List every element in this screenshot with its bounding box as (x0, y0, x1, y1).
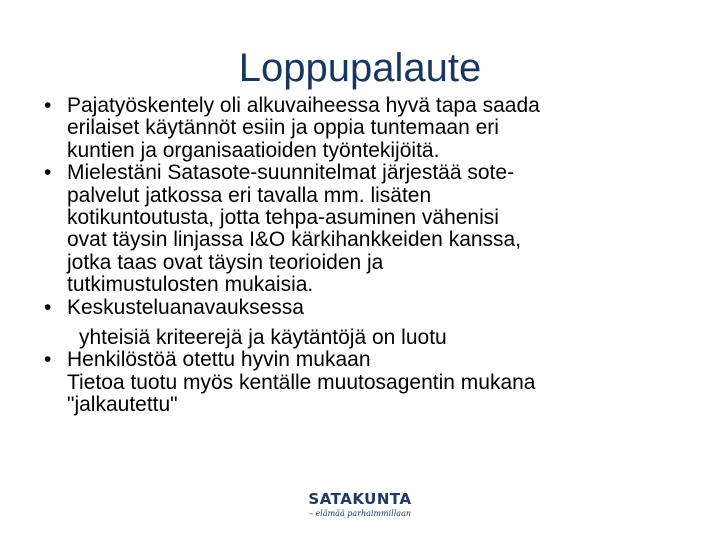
satakunta-logo (300, 490, 420, 524)
bullet-line: tutkimustulosten mukaisia. (67, 273, 314, 297)
bullet-list (40, 95, 700, 417)
bullet-line: kuntien ja organisaatioiden työntekijöitä. (67, 138, 440, 162)
bullet-dot: • (44, 161, 52, 185)
bullet-dot: • (44, 295, 52, 319)
bullet-dot: • (44, 348, 52, 372)
bullet-line: erilaiset käytännöt esiin ja oppia tuntemaan eri (67, 116, 499, 140)
bullet-line: Henkilöstöä otettu hyvin mukaan (67, 348, 371, 372)
logo-tagline: – elämää parhaimmillaan (308, 509, 411, 518)
bullet-line: ovat täysin linjassa I&O kärkihankkeiden kanssa, (67, 228, 522, 252)
bullet-line: jotka taas ovat täysin teorioiden ja (67, 250, 384, 274)
bullet-line: "jalkautettu" (67, 393, 178, 417)
bullet-item (40, 162, 700, 296)
bullet-dot: • (44, 94, 52, 117)
bullet-line: yhteisiä kriteerejä ja käytäntöjä on luotu (79, 326, 447, 350)
bullet-item (40, 297, 700, 350)
bullet-item (40, 349, 700, 416)
bullet-line: palvelut jatkossa eri tavalla mm. lisäten (67, 183, 432, 207)
bullet-line: Pajatyöskentely oli alkuvaiheessa hyvä tapa saada (67, 94, 540, 117)
bullet-line: Tietoa tuotu myös kentälle muutosagentin mukana (67, 370, 536, 394)
bullet-line: kotikuntoutusta, jotta tehpa-asuminen vähenisi (67, 206, 499, 230)
slide-title: Loppupalaute (238, 46, 482, 90)
bullet-line: Keskusteluanavauksessa (67, 295, 304, 319)
logo-wordmark: SATAKUNTA (308, 490, 412, 508)
bullet-item (40, 95, 700, 162)
bullet-line: Mielestäni Satasote-suunnitelmat järjestää sote- (67, 161, 515, 185)
